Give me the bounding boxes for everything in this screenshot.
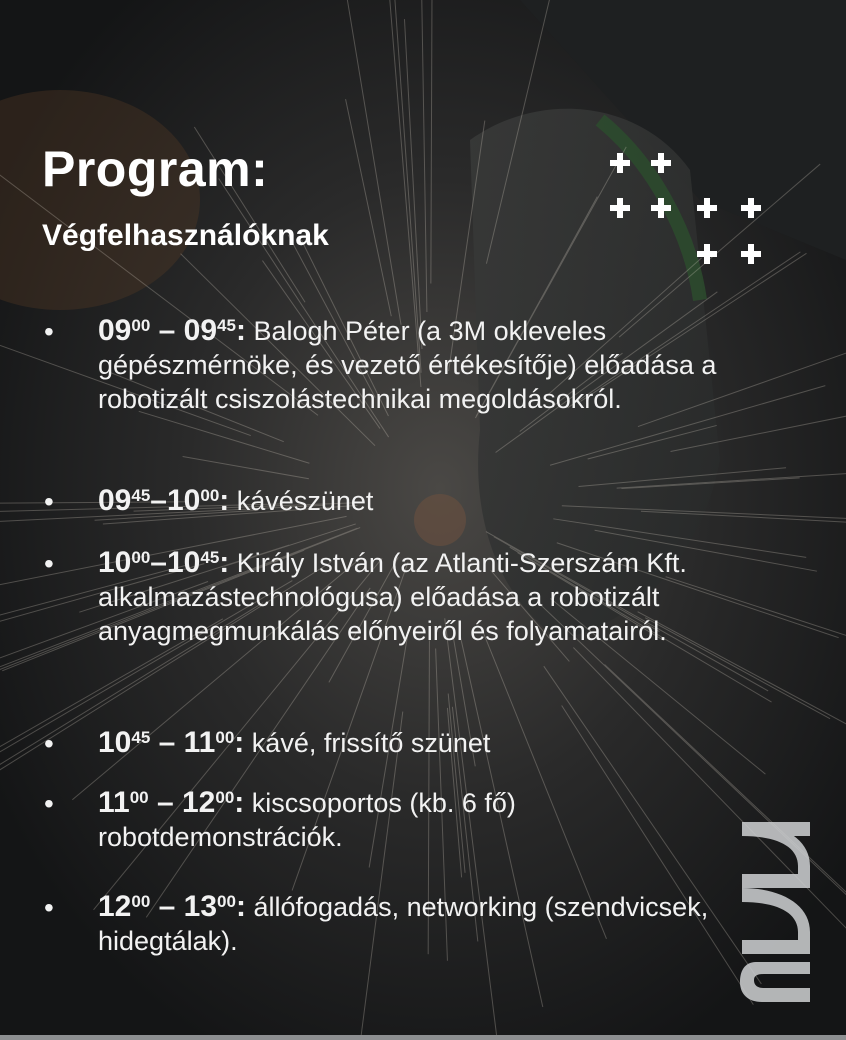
schedule-item xyxy=(44,546,748,648)
plus-icon xyxy=(651,198,671,218)
plus-icon xyxy=(741,198,761,218)
schedule-description: kávé, frissítő szünet xyxy=(244,728,491,758)
am-logo-mark xyxy=(736,822,816,1002)
schedule-description: állófogadás, networking (szendvicsek, hidegtálak). xyxy=(98,892,709,956)
schedule-time: $09^{00} - 09^{45}$: xyxy=(98,314,246,347)
schedule-item xyxy=(44,726,748,760)
page-title: Program: xyxy=(42,141,269,197)
schedule-time: $09^{45}-10^{00}$: xyxy=(98,484,230,517)
schedule-item xyxy=(44,484,748,518)
bottom-bar xyxy=(0,1035,846,1040)
bullet-icon: • xyxy=(44,788,54,819)
schedule-description: Balogh Péter (a 3M okleveles gépészmérnöke, és vezető értékesítője) előadása a robotizált csiszolástechnikai megoldásokról. xyxy=(98,316,717,414)
schedule-item xyxy=(44,890,748,958)
schedule-time: $10^{00}-10^{45}$: xyxy=(98,546,230,579)
bullet-icon: • xyxy=(44,892,54,923)
plus-icon xyxy=(610,153,630,173)
bullet-icon: • xyxy=(44,548,54,579)
schedule-description: Király István (az Atlanti-Szerszám Kft. alkalmazástechnológusa) előadása a robotizált anyagmegmunkálás előnyeiről és folyamatairól. xyxy=(98,548,687,646)
plus-icon xyxy=(651,153,671,173)
page-subtitle: Végfelhasználóknak xyxy=(42,219,329,252)
schedule-item xyxy=(44,314,748,416)
schedule-item xyxy=(44,786,748,854)
schedule-description: kiscsoportos (kb. 6 fő) robotdemonstrációk. xyxy=(98,788,516,852)
schedule-time: $10^{45} - 11^{00}$: xyxy=(98,726,245,759)
schedule-time: $12^{00} - 13^{00}$: xyxy=(98,890,246,923)
plus-icon xyxy=(610,198,630,218)
plus-icon xyxy=(741,244,761,264)
bullet-icon: • xyxy=(44,486,54,517)
plus-icon xyxy=(697,244,717,264)
schedule-description: kávészünet xyxy=(229,486,374,516)
plus-icon xyxy=(697,198,717,218)
bullet-icon: • xyxy=(44,728,54,759)
bullet-icon: • xyxy=(44,316,54,347)
schedule-time: $11^{00} - 12^{00}$: xyxy=(98,786,245,819)
